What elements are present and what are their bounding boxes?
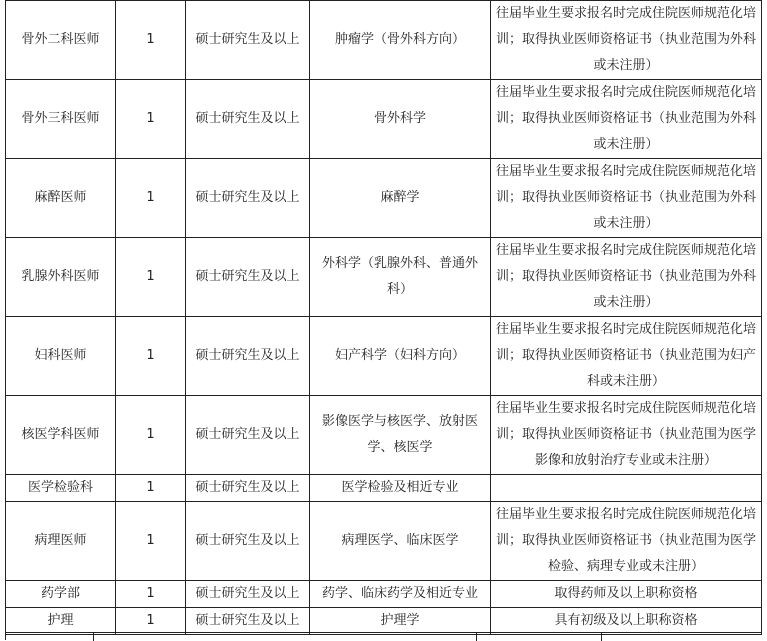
education-cell: 硕士研究生及以上 (186, 159, 310, 238)
position-cell: 妇科医师 (6, 317, 116, 396)
count-cell: 1 (116, 1, 186, 80)
table-row (6, 502, 762, 581)
count-cell: 1 (116, 80, 186, 159)
major-cell: 妇产科学（妇科方向） (310, 317, 491, 396)
table-row (6, 396, 762, 475)
major-cell: 药学、临床药学及相近专业 (310, 581, 491, 608)
position-cell: 医学检验科 (6, 475, 116, 502)
requirement-cell: 往届毕业生要求报名时完成住院医师规范化培训；取得执业医师资格证书（执业范围为外科或未注册） (491, 238, 762, 317)
position-cell: 核医学科医师 (6, 396, 116, 475)
count-cell: 1 (116, 396, 186, 475)
requirement-cell: 往届毕业生要求报名时完成住院医师规范化培训；取得执业医师资格证书（执业范围为外科或未注册） (491, 80, 762, 159)
count-cell: 1 (116, 317, 186, 396)
education-cell: 硕士研究生及以上 (186, 80, 310, 159)
education-cell: 硕士研究生及以上 (186, 608, 310, 635)
table-row (6, 238, 762, 317)
requirement-cell (491, 475, 762, 502)
education-cell: 硕士研究生及以上 (186, 475, 310, 502)
education-cell: 硕士研究生及以上 (186, 317, 310, 396)
table-row (6, 317, 762, 396)
position-cell: 乳腺外科医师 (6, 238, 116, 317)
count-cell: 1 (116, 502, 186, 581)
position-cell: 护理 (6, 608, 116, 635)
count-cell: 1 (116, 608, 186, 635)
count-cell: 1 (116, 159, 186, 238)
requirement-cell: 往届毕业生要求报名时完成住院医师规范化培训；取得执业医师资格证书（执业范围为外科或未注册） (491, 159, 762, 238)
table-row (6, 581, 762, 608)
education-cell: 硕士研究生及以上 (186, 502, 310, 581)
requirement-cell: 往届毕业生要求报名时完成住院医师规范化培训；取得执业医师资格证书（执业范围为医学影像和放射治疗专业或未注册） (491, 396, 762, 475)
major-cell: 护理学 (310, 608, 491, 635)
table-row (6, 159, 762, 238)
requirement-cell: 往届毕业生要求报名时完成住院医师规范化培训；取得执业医师资格证书（执业范围为医学检验、病理专业或未注册） (491, 502, 762, 581)
requirement-cell: 具有初级及以上职称资格 (491, 608, 762, 635)
table-row (6, 80, 762, 159)
position-cell: 骨外三科医师 (6, 80, 116, 159)
truncated-next-row (5, 632, 761, 640)
position-cell: 骨外二科医师 (6, 1, 116, 80)
requirement-cell: 取得药师及以上职称资格 (491, 581, 762, 608)
table-row (6, 475, 762, 502)
table-row (6, 608, 762, 635)
major-cell: 医学检验及相近专业 (310, 475, 491, 502)
requirement-cell: 往届毕业生要求报名时完成住院医师规范化培训；取得执业医师资格证书（执业范围为外科或未注册） (491, 1, 762, 80)
major-cell: 肿瘤学（骨外科方向） (310, 1, 491, 80)
major-cell: 骨外科学 (310, 80, 491, 159)
position-cell: 药学部 (6, 581, 116, 608)
education-cell: 硕士研究生及以上 (186, 238, 310, 317)
count-cell: 1 (116, 581, 186, 608)
education-cell: 硕士研究生及以上 (186, 581, 310, 608)
table-row (6, 1, 762, 80)
major-cell: 外科学（乳腺外科、普通外科） (310, 238, 491, 317)
requirement-cell: 往届毕业生要求报名时完成住院医师规范化培训；取得执业医师资格证书（执业范围为妇产科或未注册） (491, 317, 762, 396)
count-cell: 1 (116, 238, 186, 317)
major-cell: 病理医学、临床医学 (310, 502, 491, 581)
education-cell: 硕士研究生及以上 (186, 1, 310, 80)
major-cell: 麻醉学 (310, 159, 491, 238)
position-cell: 病理医师 (6, 502, 116, 581)
recruitment-table (5, 0, 762, 635)
major-cell: 影像医学与核医学、放射医学、核医学 (310, 396, 491, 475)
recruitment-table-container (5, 0, 761, 635)
education-cell: 硕士研究生及以上 (186, 396, 310, 475)
count-cell: 1 (116, 475, 186, 502)
position-cell: 麻醉医师 (6, 159, 116, 238)
